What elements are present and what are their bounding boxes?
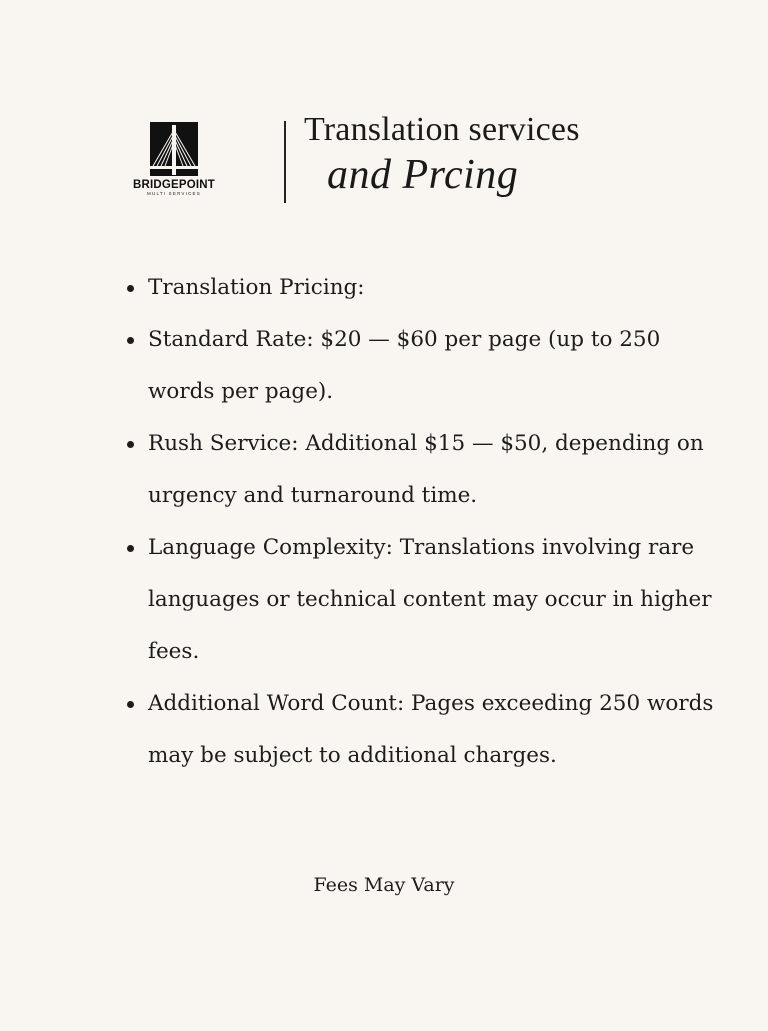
brand-logo [128, 122, 220, 197]
header-divider [284, 121, 286, 203]
list-item: Language Complexity: Translations involving rare languages or technical content may occur in higher fees. [148, 522, 728, 678]
bridge-icon [150, 122, 198, 176]
brand-name: BRIDGEPOINT [132, 179, 216, 191]
fees-note: Fees May Vary [313, 874, 455, 896]
list-item: Additional Word Count: Pages exceeding 250 words may be subject to additional charges. [148, 678, 728, 782]
page-title: Translation services [304, 111, 580, 148]
page-subtitle-script: and Prcing [327, 152, 519, 198]
pricing-list [148, 262, 728, 782]
list-item: Standard Rate: $20 — $60 per page (up to 250 words per page). [148, 314, 728, 418]
list-item: Rush Service: Additional $15 — $50, depending on urgency and turnaround time. [148, 418, 728, 522]
list-item: Translation Pricing: [148, 262, 728, 314]
brand-subtitle: MULTI SERVICES [147, 191, 201, 196]
